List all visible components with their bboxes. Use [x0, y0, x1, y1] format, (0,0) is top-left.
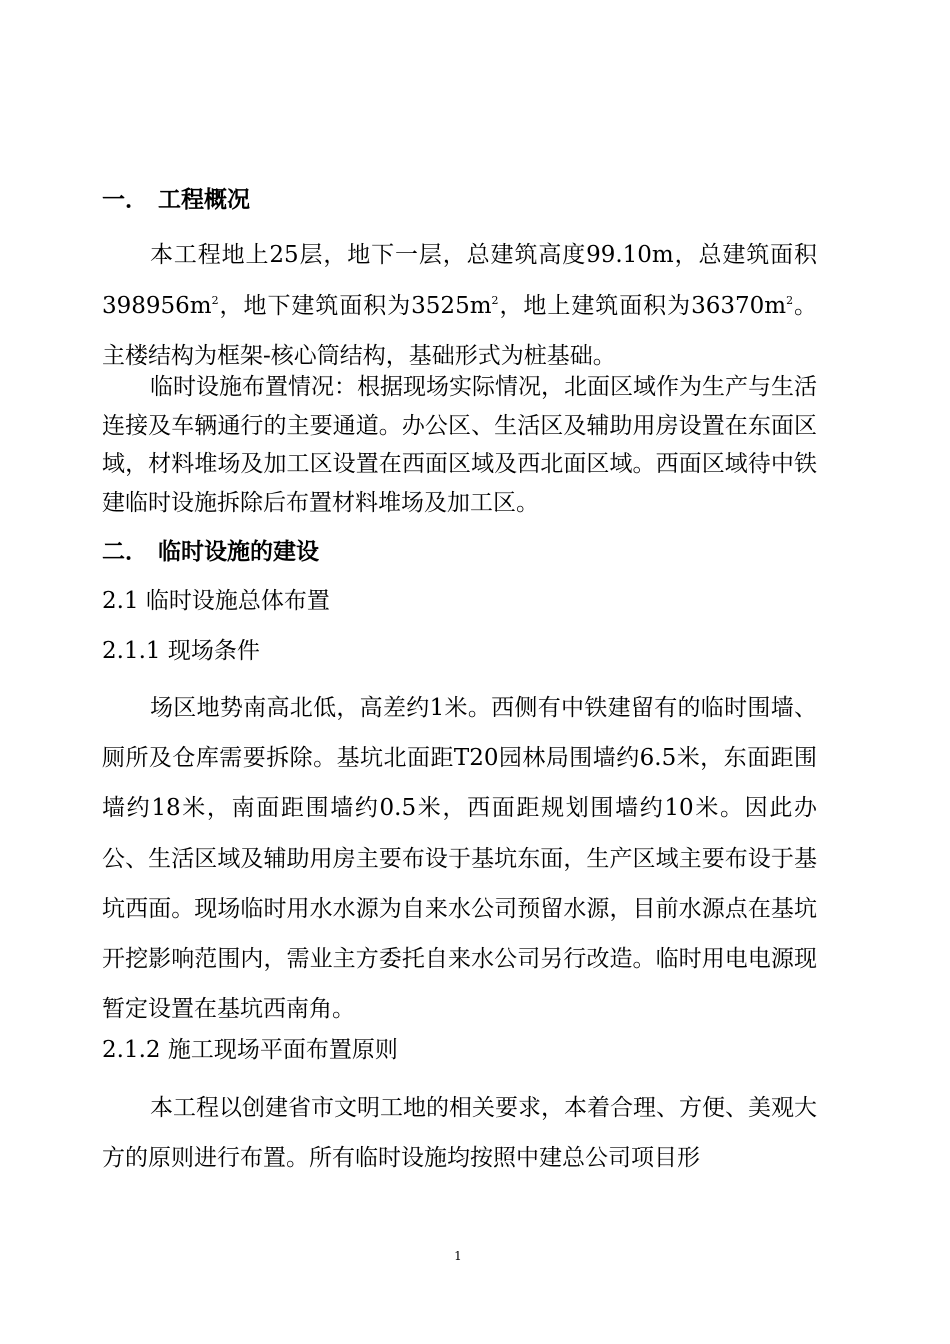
subsection-heading-2-1-2: 2.1.2 施工现场平面布置原则 — [102, 1037, 398, 1063]
section-title: 临时设施的建设 — [158, 539, 319, 565]
paragraph-site-conditions: 场区地势南高北低，高差约1米。西侧有中铁建留有的临时围墙、厕所及仓库需要拆除。基坑北面距T20园林局围墙约6.5米，东面距围墙约18米，南面距围墙约0.5米，西面距规划围墙约10米。因此办公、生活区域及辅助用房主要布设于基坑东面，生产区域主要布设于基坑西面。现场临时用水水源为自来水公司预留水源，目前水源点在基坑开挖影响范围内，需业主方委托自来水公司另行改造。临时用电电源现暂定设置在基坑西南角。 — [102, 695, 817, 1023]
page-number: 1 — [454, 1249, 462, 1263]
section-title: 工程概况 — [158, 187, 250, 213]
overview-text-c: ，地上建筑面积为36370m — [498, 292, 787, 319]
paragraph-facility-layout: 临时设施布置情况：根据现场实际情况，北面区域作为生产与生活连接及车辆通行的主要通道。办公区、生活区及辅助用房设置在东面区域，材料堆场及加工区设置在西面区域及西北面区域。西面区域待中铁建临时设施拆除后布置材料堆场及加工区。 — [102, 374, 817, 516]
overview-text-a: 本工程地上25层，地下一层，总建筑高度99.10m，总建筑面积398956m — [102, 242, 817, 319]
section-number: 一． — [102, 187, 148, 213]
overview-text-d: 。主楼结构为框架-核心筒结构，基础形式为桩基础。 — [102, 292, 818, 369]
subsection-heading-2-1: 2.1 临时设施总体布置 — [102, 588, 330, 614]
overview-text-b: ，地下建筑面积为3525m — [218, 292, 492, 319]
subsection-heading-2-1-1: 2.1.1 现场条件 — [102, 638, 260, 664]
section-heading-temporary-facilities — [102, 537, 319, 567]
section-heading-overview — [102, 185, 250, 215]
superscript-unit: 2 — [786, 293, 794, 307]
paragraph-layout-principles: 本工程以创建省市文明工地的相关要求，本着合理、方便、美观大方的原则进行布置。所有临时设施均按照中建总公司项目形 — [102, 1095, 817, 1171]
section-number: 二． — [102, 539, 148, 565]
paragraph-project-overview — [102, 230, 817, 382]
superscript-unit: 2 — [211, 293, 219, 307]
superscript-unit: 2 — [491, 293, 499, 307]
